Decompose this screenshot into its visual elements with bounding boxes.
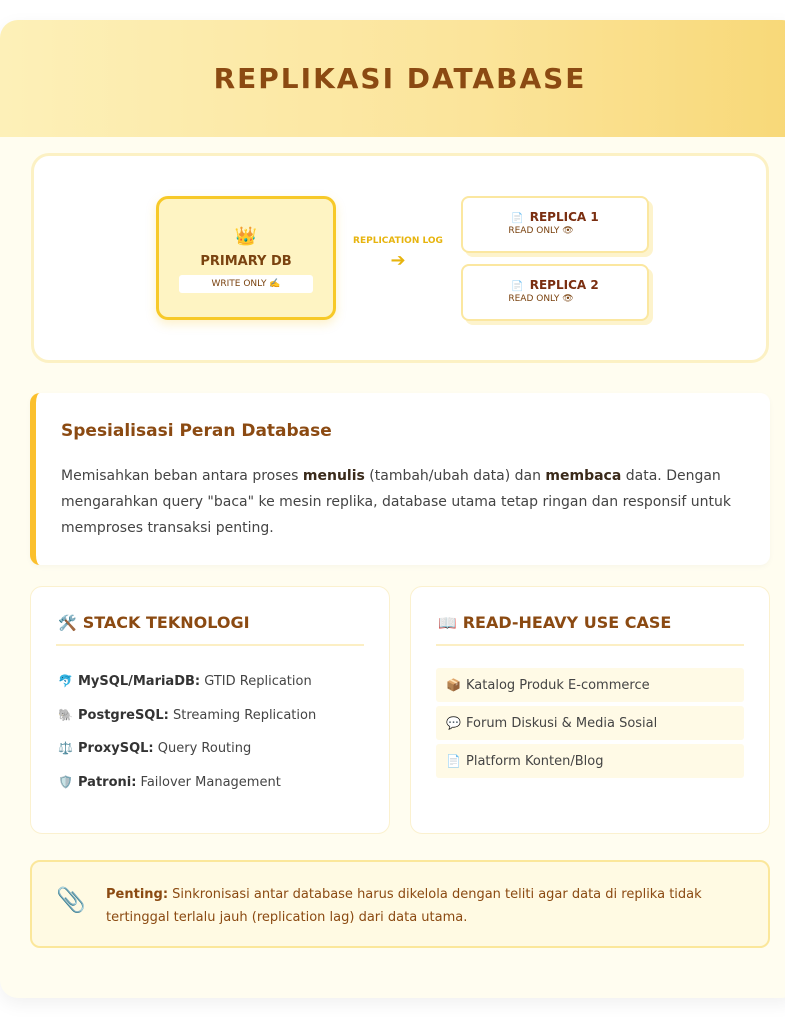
page-title: REPLIKASI DATABASE [213,62,587,95]
list-item: 🐬 MySQL/MariaDB: GTID Replication [58,674,312,689]
replica-node-1 [461,196,649,253]
replication-diagram [31,153,769,363]
list-item: ⚖️ ProxySQL: Query Routing [58,741,252,756]
balance-scale-icon: ⚖️ [58,741,73,755]
crown-icon: 👑 [234,226,258,247]
usecase-panel [410,586,770,834]
replication-arrow [352,236,444,271]
paperclip-icon: 📎 [56,886,86,914]
arrow-right-icon: ➔ [390,250,406,271]
shield-icon: 🛡️ [58,774,73,789]
tools-icon: 🛠️ [58,614,77,632]
replica-node-2 [461,264,649,321]
spec-description: Memisahkan beban antara proses menulis (tambah/ubah data) dan membaca data. Dengan mengarahkan query "baca" ke mesin replika, database utama tetap ringan dan responsif untuk memproses transaksi penting. [61,468,732,536]
write-only-badge: WRITE ONLY ✍️ [179,275,313,293]
primary-db-title: PRIMARY DB [200,254,292,269]
document-icon: 📄 [511,281,524,292]
page-header [0,20,785,137]
list-item: 💬 Forum Diskusi & Media Sosial [436,706,744,740]
spec-section [30,393,770,565]
list-item: 🐘 PostgreSQL: Streaming Replication [58,707,317,723]
replica-2-title: REPLICA 2 [529,278,599,292]
read-only-label: READ ONLY 👁 [508,226,574,236]
list-item: 🛡️ Patroni: Failover Management [58,774,281,790]
usecase-title: 📖 READ-HEAVY USE CASE [436,613,744,646]
primary-db-node [156,196,336,320]
replication-log-label: REPLICATION LOG [353,236,443,246]
spec-title: Spesialisasi Peran Database [61,421,332,441]
important-note [30,860,770,948]
document-icon: 📄 [511,213,524,224]
note-text: Penting: Sinkronisasi antar database harus dikelola dengan teliti agar data di replika tidak tertinggal terlalu jauh (replication lag) dari data utama. [106,887,702,925]
read-only-label: READ ONLY 👁 [508,294,574,304]
list-item: 📦 Katalog Produk E-commerce [436,668,744,702]
book-icon: 📖 [438,614,457,632]
document-icon: 📄 [446,754,461,768]
stack-panel [30,586,390,834]
list-item: 📄 Platform Konten/Blog [436,744,744,778]
speech-bubble-icon: 💬 [446,716,461,730]
tech-list [56,672,364,792]
package-icon: 📦 [446,678,461,692]
stack-title: 🛠️ STACK TEKNOLOGI [56,613,364,646]
replica-1-title: REPLICA 1 [529,210,599,224]
dolphin-icon: 🐬 [58,674,73,688]
elephant-icon: 🐘 [58,707,73,722]
usecase-list [436,668,744,778]
